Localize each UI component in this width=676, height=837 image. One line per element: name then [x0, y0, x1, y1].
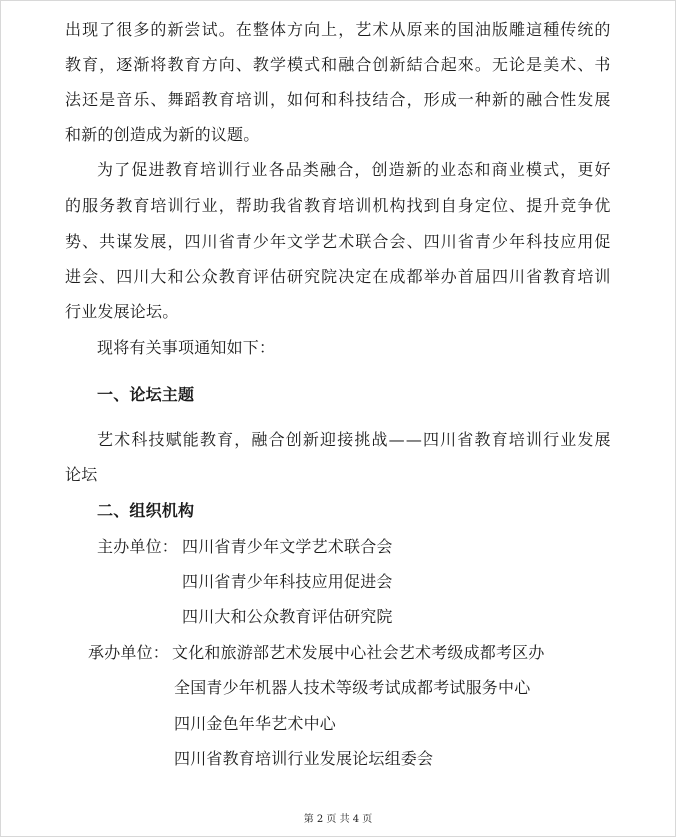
purpose-line: 的 服 务 教 育 培 训 行 业 ， 帮 助 我 省 教 育 培 训 机 构 找 到 自 身 定 位 、 提 升 竞 争 优	[65, 196, 611, 215]
page-number: 第 2 页 共 4 页	[303, 814, 373, 825]
organizer-item: 文化和旅游部艺术发展中心社会艺术考级成都考区办	[172, 643, 545, 662]
purpose-line: 势 、 共 谋 发 展 ， 四 川 省 青 少 年 文 学 艺 术 联 合 会 、 四 川 省 青 少 年 科 技 应 用 促	[65, 232, 611, 251]
purpose-line: 行业发展论坛。	[65, 302, 179, 321]
organizer-item: 四川省教育培训行业发展论坛组委会	[174, 749, 434, 768]
intro-line: 和新的创造成为新的议题。	[65, 125, 260, 144]
intro-line: 法 还 是 音 乐 、 舞 蹈 教 育 培 训 ， 如 何 和 科 技 结 合 ， 形 成 一 种 新 的 融 合 性 发 展	[65, 90, 611, 109]
purpose-line: 为 了 促 进 教 育 培 训 行 业 各 品 类 融 合 ， 创 造 新 的 业 态 和 商 业 模 式 ， 更 好	[97, 160, 611, 179]
theme-line: 论坛	[65, 465, 98, 484]
organizer-label: 承办单位：	[88, 643, 170, 662]
purpose-line: 进 会 、 四 川 大 和 公 众 教 育 评 估 研 究 院 决 定 在 成 都 举 办 首 届 四 川 省 教 育 培 训	[65, 267, 611, 286]
intro-line: 教 育 ， 逐 渐 将 教 育 方 向 、 教 学 模 式 和 融 合 创 新 結 合 起 來 。 无 论 是 美 术 、 书	[65, 55, 611, 74]
section-heading-organization: 二、组织机构	[97, 501, 195, 520]
organizer-item: 全国青少年机器人技术等级考试成都考试服务中心	[174, 678, 531, 697]
theme-line: 艺 术 科 技 赋 能 教 育 ， 融 合 创 新 迎 接 挑 战 — — 四 川 省 教 育 培 训 行 业 发 展	[97, 430, 611, 449]
host-item: 四川省青少年文学艺术联合会	[182, 537, 393, 556]
host-item: 四川省青少年科技应用促进会	[182, 572, 393, 591]
host-label: 主办单位：	[97, 537, 179, 556]
organizer-item: 四川金色年华艺术中心	[174, 714, 337, 733]
section-heading-theme: 一、论坛主题	[97, 385, 195, 404]
intro-line: 出 现 了 很 多 的 新 尝 试 。 在 整 体 方 向 上 ， 艺 术 从 原 来 的 国 油 版 雕 這 種 传 统 的	[65, 20, 611, 39]
host-item: 四川大和公众教育评估研究院	[182, 607, 393, 626]
notice-text: 现将有关事项通知如下：	[97, 338, 276, 357]
